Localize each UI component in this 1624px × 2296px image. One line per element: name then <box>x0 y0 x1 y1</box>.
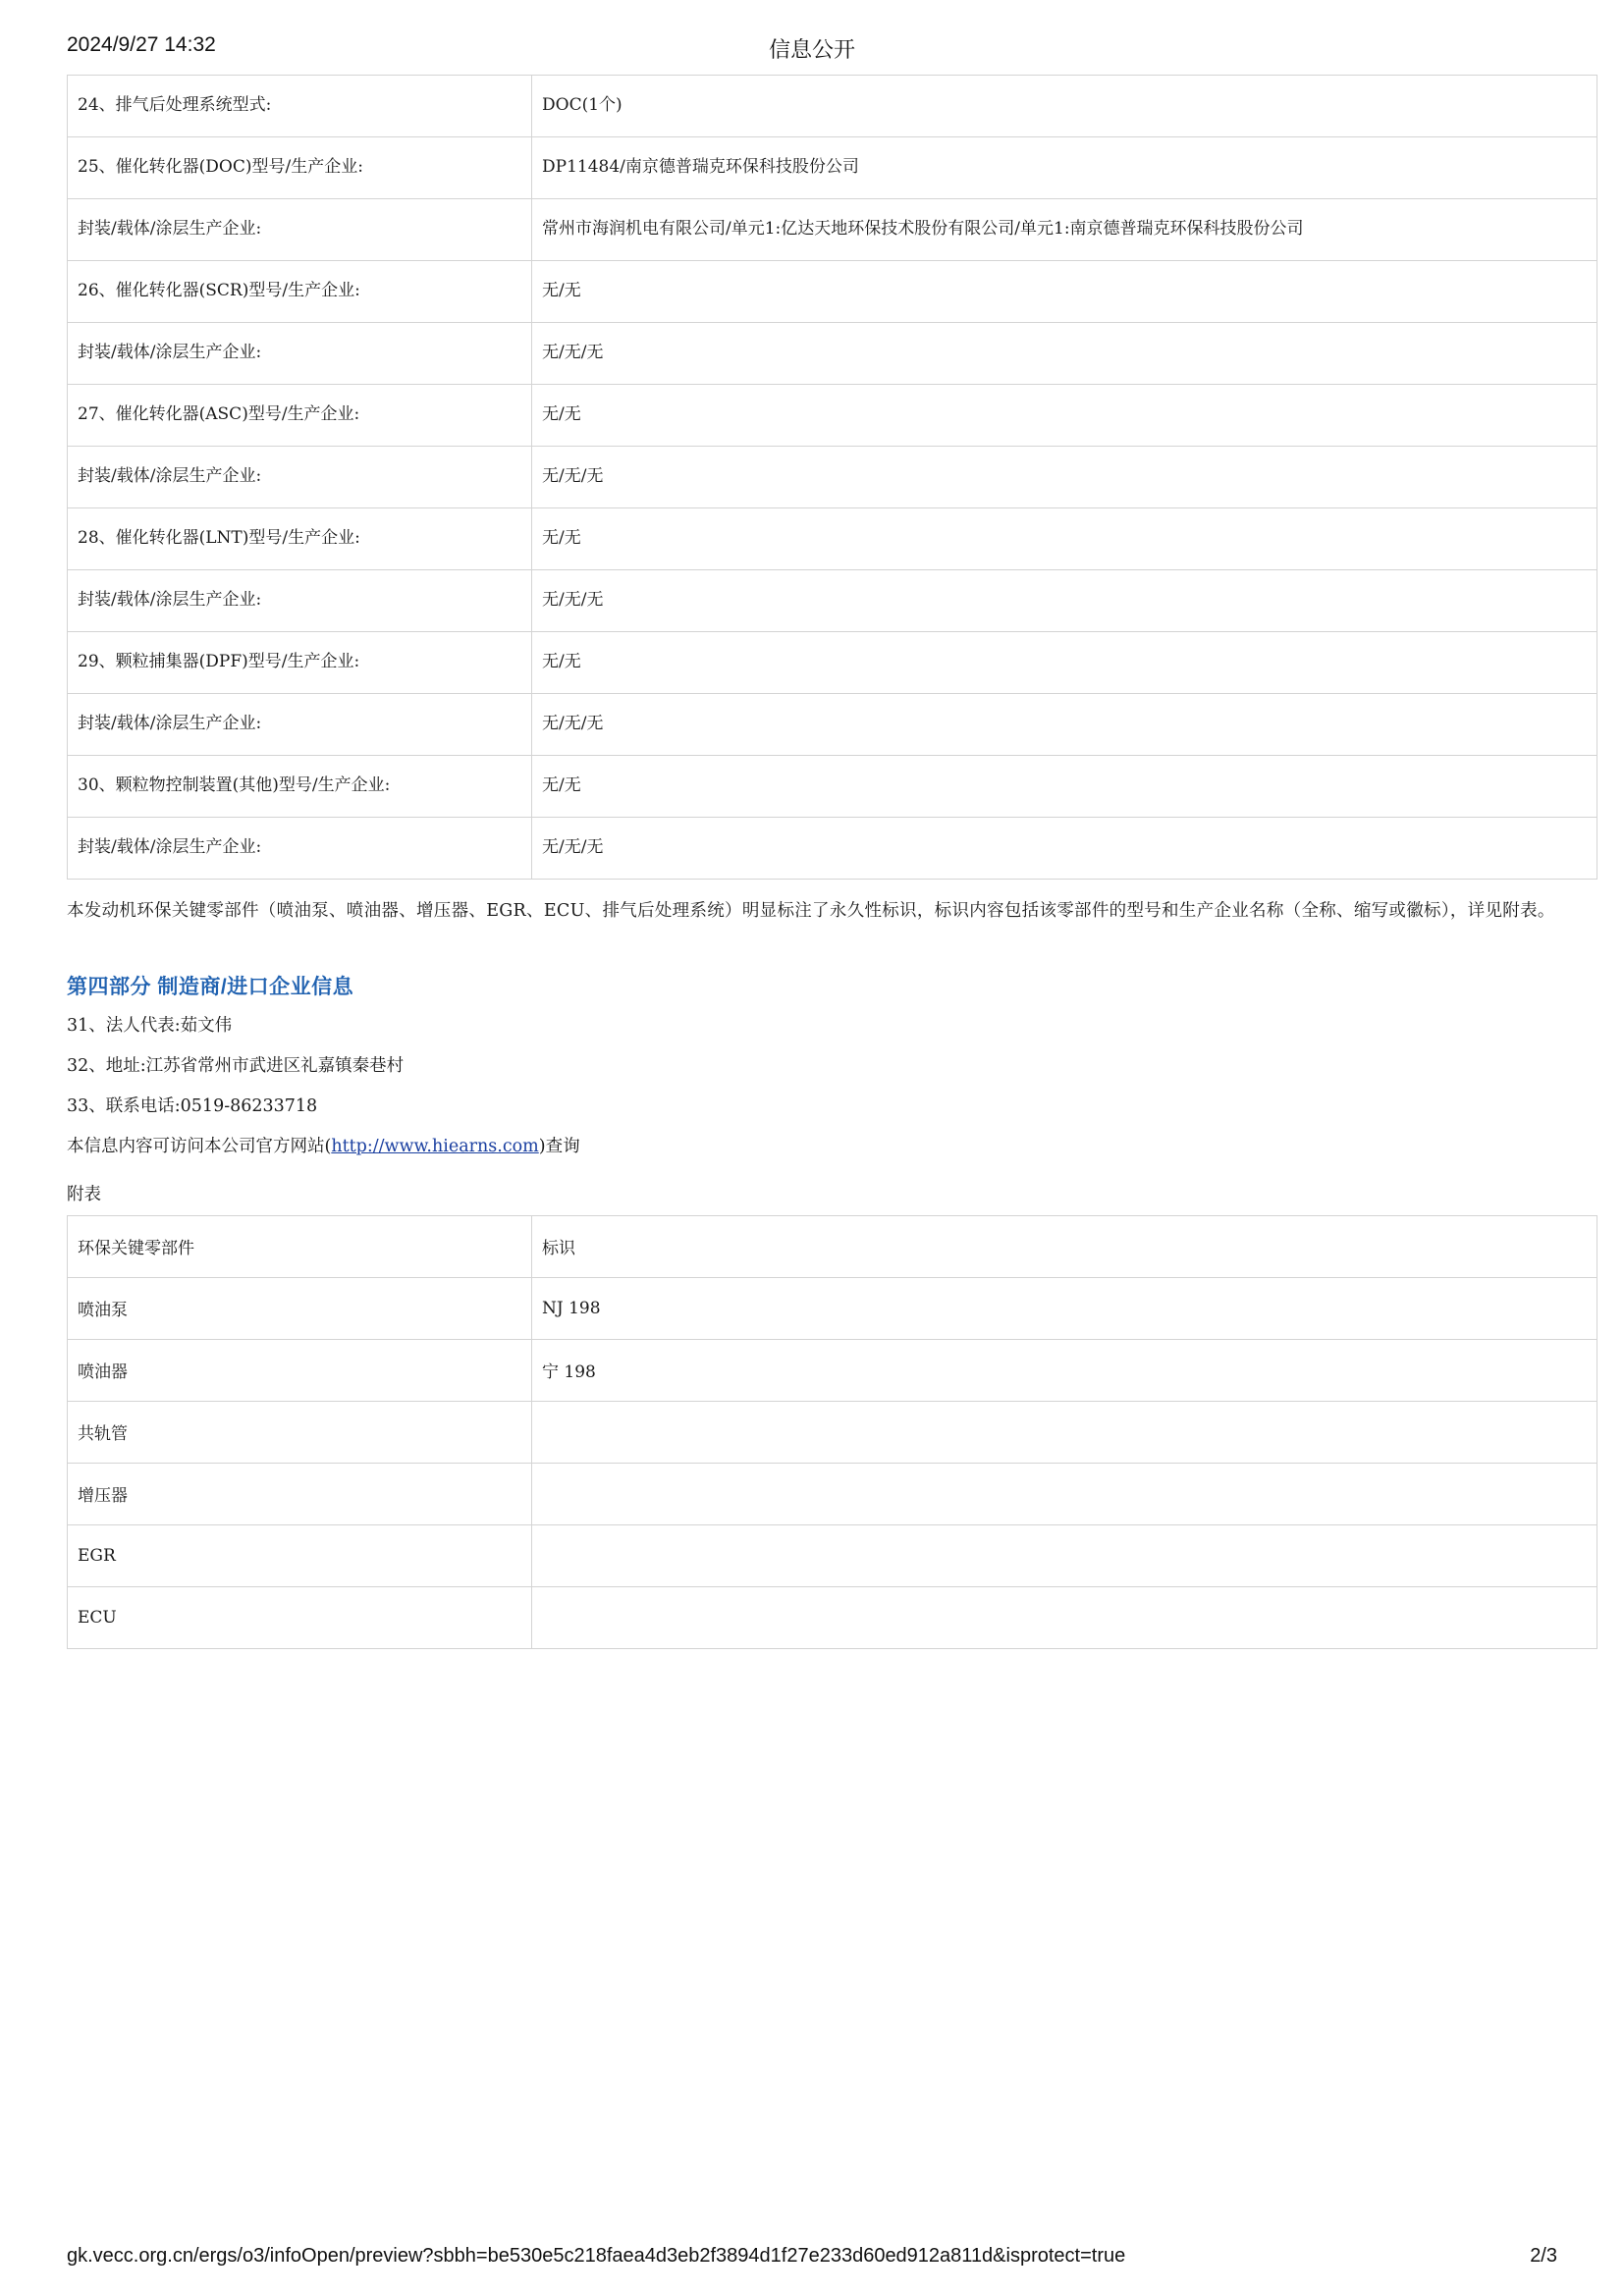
table-row <box>68 1339 1597 1401</box>
table-row <box>68 261 1597 323</box>
table-row <box>68 508 1597 570</box>
part-name: 喷油器 <box>68 1339 532 1401</box>
row-label: 封装/载体/涂层生产企业: <box>68 570 532 632</box>
table-row <box>68 632 1597 694</box>
page-title: 信息公开 <box>768 37 855 62</box>
row-value: 无/无/无 <box>532 570 1597 632</box>
row-value: 无/无/无 <box>532 694 1597 756</box>
table-row <box>68 199 1597 261</box>
row-label: 封装/载体/涂层生产企业: <box>68 694 532 756</box>
row-label: 封装/载体/涂层生产企业: <box>68 818 532 880</box>
row-label: 封装/载体/涂层生产企业: <box>68 323 532 385</box>
attachment-table <box>67 1215 1597 1649</box>
row-value: DOC(1个) <box>532 76 1597 137</box>
row-label: 24、排气后处理系统型式: <box>68 76 532 137</box>
row-value: 无/无/无 <box>532 323 1597 385</box>
print-footer <box>0 2245 1624 2272</box>
table-row <box>68 1277 1597 1339</box>
part-name: ECU <box>68 1586 532 1648</box>
company-address: 32、地址:江苏省常州市武进区礼嘉镇秦巷村 <box>67 1055 405 1076</box>
row-value: 无/无/无 <box>532 818 1597 880</box>
part-name: EGR <box>68 1524 532 1586</box>
table-row <box>68 1586 1597 1648</box>
table-row <box>68 756 1597 818</box>
row-value: DP11484/南京德普瑞克环保科技股份公司 <box>532 137 1597 199</box>
row-label: 25、催化转化器(DOC)型号/生产企业: <box>68 137 532 199</box>
part-name: 共轨管 <box>68 1401 532 1463</box>
table-row <box>68 385 1597 447</box>
column-header-mark: 标识 <box>532 1215 1597 1277</box>
permanent-marking-note: 本发动机环保关键零部件（喷油泵、喷油器、增压器、EGR、ECU、排气后处理系统）明显标注了永久性标识，标识内容包括该零部件的型号和生产企业名称（全称、缩写或徽标），详见附表。 <box>67 901 1555 921</box>
part-mark <box>532 1586 1597 1648</box>
row-value: 无/无/无 <box>532 447 1597 508</box>
row-value: 无/无 <box>532 385 1597 447</box>
table-row <box>68 570 1597 632</box>
legal-representative: 31、法人代表:茹文伟 <box>67 1015 233 1036</box>
official-website-link[interactable]: http://www.hiearns.com <box>331 1136 539 1156</box>
row-label: 封装/载体/涂层生产企业: <box>68 447 532 508</box>
table-row <box>68 1463 1597 1524</box>
row-label: 29、颗粒捕集器(DPF)型号/生产企业: <box>68 632 532 694</box>
row-value: 无/无 <box>532 756 1597 818</box>
table-header-row <box>68 1215 1597 1277</box>
row-value: 常州市海润机电有限公司/单元1:亿达天地环保技术股份有限公司/单元1:南京德普瑞克环保科技股份公司 <box>532 199 1597 261</box>
table-row <box>68 818 1597 880</box>
attachment-label: 附表 <box>67 1184 101 1204</box>
print-date: 2024/9/27 14:32 <box>67 33 216 56</box>
section-heading-manufacturer: 第四部分 制造商/进口企业信息 <box>67 975 354 998</box>
table-row <box>68 76 1597 137</box>
row-value: 无/无 <box>532 261 1597 323</box>
part-mark <box>532 1524 1597 1586</box>
part-mark <box>532 1401 1597 1463</box>
table-row <box>68 1401 1597 1463</box>
part-mark: 宁 198 <box>532 1339 1597 1401</box>
contact-phone: 33、联系电话:0519-86233718 <box>67 1095 318 1116</box>
page-number: 2/3 <box>1530 2245 1557 2267</box>
table-row <box>68 137 1597 199</box>
source-url: gk.vecc.org.cn/ergs/o3/infoOpen/preview?sbbh=be530e5c218faea4d3eb2f3894d1f27e233d60ed912a811d&isprotect=true <box>67 2245 1126 2267</box>
row-value: 无/无 <box>532 632 1597 694</box>
column-header-part: 环保关键零部件 <box>68 1215 532 1277</box>
emission-components-table <box>67 75 1597 880</box>
row-value: 无/无 <box>532 508 1597 570</box>
part-name: 增压器 <box>68 1463 532 1524</box>
part-name: 喷油泵 <box>68 1277 532 1339</box>
row-label: 28、催化转化器(LNT)型号/生产企业: <box>68 508 532 570</box>
table-row <box>68 694 1597 756</box>
row-label: 27、催化转化器(ASC)型号/生产企业: <box>68 385 532 447</box>
document-content <box>67 75 1557 1649</box>
website-prefix-text: 本信息内容可访问本公司官方网站( <box>67 1136 332 1156</box>
part-mark: NJ 198 <box>532 1277 1597 1339</box>
row-label: 30、颗粒物控制装置(其他)型号/生产企业: <box>68 756 532 818</box>
part-mark <box>532 1463 1597 1524</box>
table-row <box>68 1524 1597 1586</box>
website-suffix-text: )查询 <box>538 1136 580 1156</box>
official-website-line <box>67 1133 1557 1157</box>
row-label: 26、催化转化器(SCR)型号/生产企业: <box>68 261 532 323</box>
table-row <box>68 447 1597 508</box>
print-header <box>0 33 1624 61</box>
table-row <box>68 323 1597 385</box>
row-label: 封装/载体/涂层生产企业: <box>68 199 532 261</box>
